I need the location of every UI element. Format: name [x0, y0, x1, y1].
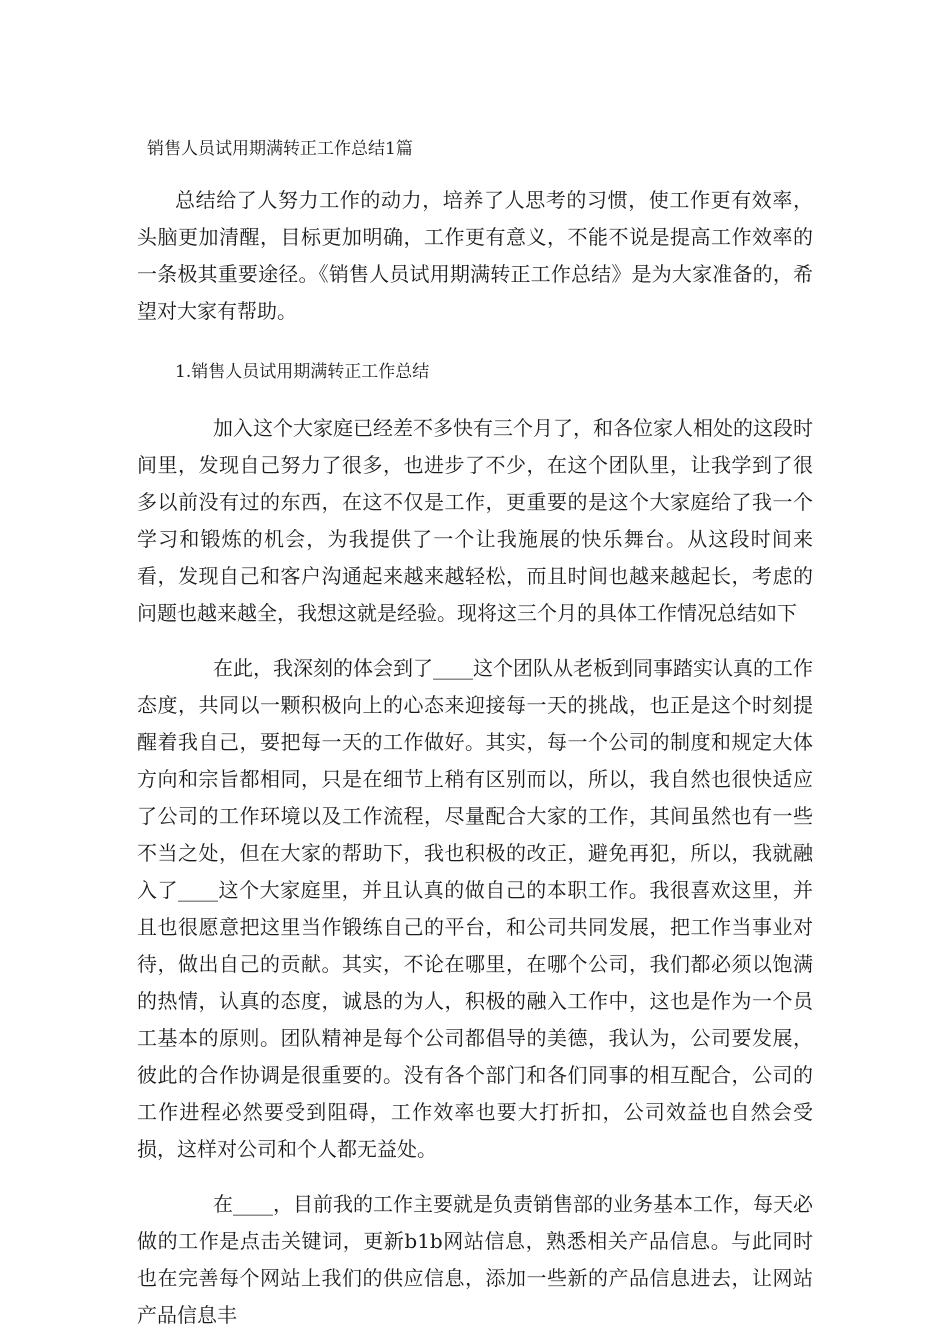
body-paragraph-3: 在____，目前我的工作主要就是负责销售部的业务基本工作，每天必做的工作是点击关键词，更新b1b网站信息，熟悉相关产品信息。与此同时也在完善每个网站上我们的供应信息，添加一些新的产品信息进去，让网站产品信息丰 [137, 1192, 813, 1327]
body-paragraph-1: 加入这个大家庭已经差不多快有三个月了，和各位家人相处的这段时间里，发现自己努力了很多，也进步了不少，在这个团队里，让我学到了很多以前没有过的东西，在这不仅是工作，更重要的是这个大家庭给了我一个学习和锻炼的机会，为我提供了一个让我施展的快乐舞台。从这段时间来看，发现自己和客户沟通起来越来越轻松，而且时间也越来越起长，考虑的问题也越来越全，我想这就是经验。现将这三个月的具体工作情况总结如下 [137, 416, 813, 625]
document-title: 销售人员试用期满转正工作总结1篇 [147, 139, 413, 159]
body-paragraph-2: 在此，我深刻的体会到了____这个团队从老板到同事踏实认真的工作态度，共同以一颗积极向上的心态来迎接每一天的挑战，也正是这个时刻提醒着我自己，要把每一天的工作做好。其实，每一个公司的制度和规定大体方向和宗旨都相同，只是在细节上稍有区别而以，所以，我自然也很快适应了公司的工作环境以及工作流程，尽量配合大家的工作，其间虽然也有一些不当之处，但在大家的帮助下，我也积极的改正，避免再犯，所以，我就融入了____这个大家庭里，并且认真的做自己的本职工作。我很喜欢这里，并且也很愿意把这里当作锻练自己的平台，和公司共同发展，把工作当事业对待，做出自己的贡献。其实，不论在哪里，在哪个公司，我们都必须以饱满的热情，认真的态度，诚恳的为人，积极的融入工作中，这也是作为一个员工基本的原则。团队精神是每个公司都倡导的美德，我认为，公司要发展，彼此的合作协调是很重要的。没有各个部门和各们同事的相互配合，公司的工作进程必然要受到阻碍，工作效率也要大打折扣，公司效益也自然会受损，这样对公司和个人都无益处。 [137, 656, 813, 1161]
document-page [137, 128, 813, 1334]
intro-paragraph: 总结给了人努力工作的动力，培养了人思考的习惯，使工作更有效率，头脑更加清醒，目标更加明确，工作更有意义，不能不说是提高工作效率的一条极其重要途径。《销售人员试用期满转正工作总结》是为大家准备的，希望对大家有帮助。 [137, 188, 813, 323]
section-heading: 1.销售人员试用期满转正工作总结 [175, 362, 430, 382]
